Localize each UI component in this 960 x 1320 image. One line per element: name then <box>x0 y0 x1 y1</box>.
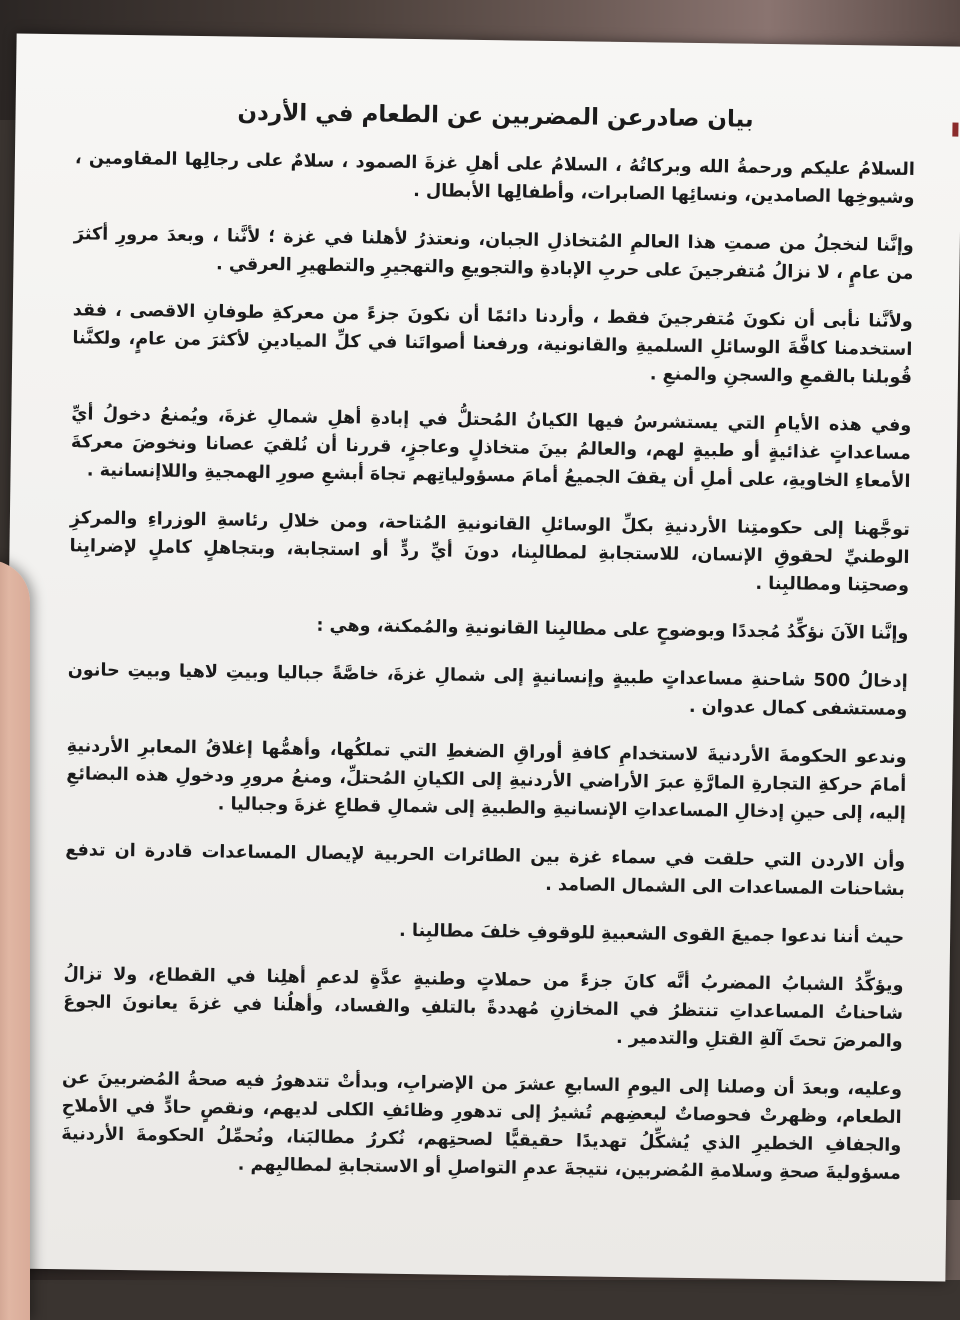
paragraph-demands-intro: وإنَّنا الآنَ نؤكِّدُ مُجددًا وبوضوحٍ على مطالبِنا القانونيةِ والمُمكنة، وهي : <box>316 615 909 644</box>
paragraph-call-public: حيث أننا ندعوا جميعَ القوى الشعبيةِ للوقوفِ خلفَ مطالبِنا . <box>398 920 905 948</box>
paragraph-apology: وإنَّنا لنخجلُ من صمتِ هذا العالمِ المُتخاذلِ الجبان، ونعتذرُ لأهلنا في غزة ؛ لأنَّنا ، وبعدَ مرورِ أكثرَ من عامٍ ، لا نزالُ مُتفرجينَ على حربِ الإبادةِ والتجويعِ والتهجيرِ والتطهيرِ العرقي . <box>73 224 914 284</box>
paragraph-campaigns: ويؤكِّدُ الشبابُ المضربُ أنَّه كانَ جزءً من حملاتٍ وطنيةٍ عدَّةٍ لدعمِ أهلِنا في القطاع، ولا تزالُ شاحناتُ المساعداتِ تنتظرُ في المخازنِ مُهددةً بالتلفِ والفساد، وأهلُنا في غزةَ يعانونَ الجوعَ والمرضَ تحتَ آلةِ القتلِ والتدمير . <box>63 964 904 1052</box>
statement-title: بيان صادرعن المضربين عن الطعام في الأردن <box>237 99 754 133</box>
paragraph-demand-crossings: وندعو الحكومةَ الأردنيةَ لاستخدامِ كافةِ أوراقِ الضغطِ التي تملكُها، وأهمُّها إغلاقُ المعابرِ الأردنيةِ أمامَ حركةِ التجارةِ المارَّةِ عبرَ الأراضي الأردنيةِ إلى الكيانِ المُحتلِّ، ومنعُ مرورِ ودخولِ هذه البضائعِ إليه، إلى حينِ إدخالِ المساعداتِ الإنسانيةِ والطبيةِ إلى شمالِ قطاعِ غزةَ وجباليا . <box>66 736 907 824</box>
statement-content <box>60 94 915 1208</box>
paragraph-health-conclusion: وعليه، وبعدَ أن وصلنا إلى اليومِ السابعِ عشرَ من الإضرابِ، وبدأتْ تتدهورُ فيه صحةُ المُضربينَ عن الطعام، وظهرتْ فحوصاتٌ لبعضِهم تُشيرُ إلى تدهورِ وظائفِ الكلى لديهم، ونقصٍ حادٍّ في الأملاحِ والجفافِ الخطيرِ الذي يُشكِّلُ تهديدًا حقيقيًّا لصحتِهم، نُكررُ مطالبَنا، ونُحمِّلُ الحكومةَ الأردنيةَ مسؤوليةَ صحةِ وسلامةِ المُضربين، نتيجةَ عدمِ التواصلِ أو الاستجابةِ لمطالبِهم . <box>61 1068 903 1184</box>
paragraph-refusal: ولأنَّنا نأبى أن نكونَ مُتفرجينَ فقط ، وأردنا دائمًا أن نكونَ جزءً من معركةِ طوفانِ الاقصى ، فقد استخدمنا كافَّةَ الوسائلِ السلميةِ والقانونية، ورفعنا أصواتَنا في كلِّ الميادينِ لأكثرَ من عامٍ، ولكنَّنا قُوبلنا بالقمعِ والسجنِ والمنعِ . <box>72 300 913 388</box>
holding-thumb <box>0 560 30 1320</box>
paragraph-demand-trucks: إدخالُ 500 شاحنةِ مساعداتٍ طبيةٍ وإنسانيةٍ إلى شمالِ غزةَ، خاصَّةً جباليا وبيتِ لاهيا وبيتِ حانون ومستشفى كمال عدوان . <box>67 660 908 720</box>
paragraph-greeting: السلامُ عليكم ورحمةُ الله وبركاتُهُ ، السلامُ على أهلِ غزةَ الصمود ، سلامٌ على رجالِها المقاومين ، وشيوخِها الصامدين، ونسائِها الصابرات، وأطفالِها الأبطال . <box>74 148 915 209</box>
paragraph-government: توجَّهنا إلى حكومتِنا الأردنيةِ بكلِّ الوسائلِ القانونيةِ المُتاحة، ومن خلالِ رئاسةِ الوزراءِ والمركزِ الوطنيِّ لحقوقِ الإنسان، للاستجابةِ لمطالبِنا، دونَ أيِّ ردٍّ أو استجابة، وبتجاهلٍ كاملٍ لإضرابِنا وصحتِنا ومطالبِنا . <box>69 508 910 596</box>
paper-edge-mark <box>952 123 958 137</box>
paragraph-hunger-strike: وفي هذه الأيامِ التي يستشرسُ فيها الكيانُ المُحتلُّ في إبادةِ أهلِ شمالِ غزةَ، ويُمنعُ دخولُ أيِّ مساعداتٍ غذائيةٍ أو طبيةٍ لهم، والعالمُ بينَ متخاذلٍ وعاجزٍ، قررنا أن نُلقيَ عصانا ونخوضَ معركةَ الأمعاءِ الخاويةِ، على أملِ أن يقفَ الجميعُ أمامَ مسؤولياتِهم تجاهَ أبشعِ صورِ الهمجيةِ واللاإنسانية . <box>70 404 912 492</box>
paper-sheet <box>0 33 960 1281</box>
paragraph-airdrops: وأن الاردن التي حلقت في سماء غزة بين الطائرات الحربية لإيصال المساعدات قادرة ان تدفع بشاحنات المساعدات الى الشمال الصامد . <box>65 840 906 900</box>
